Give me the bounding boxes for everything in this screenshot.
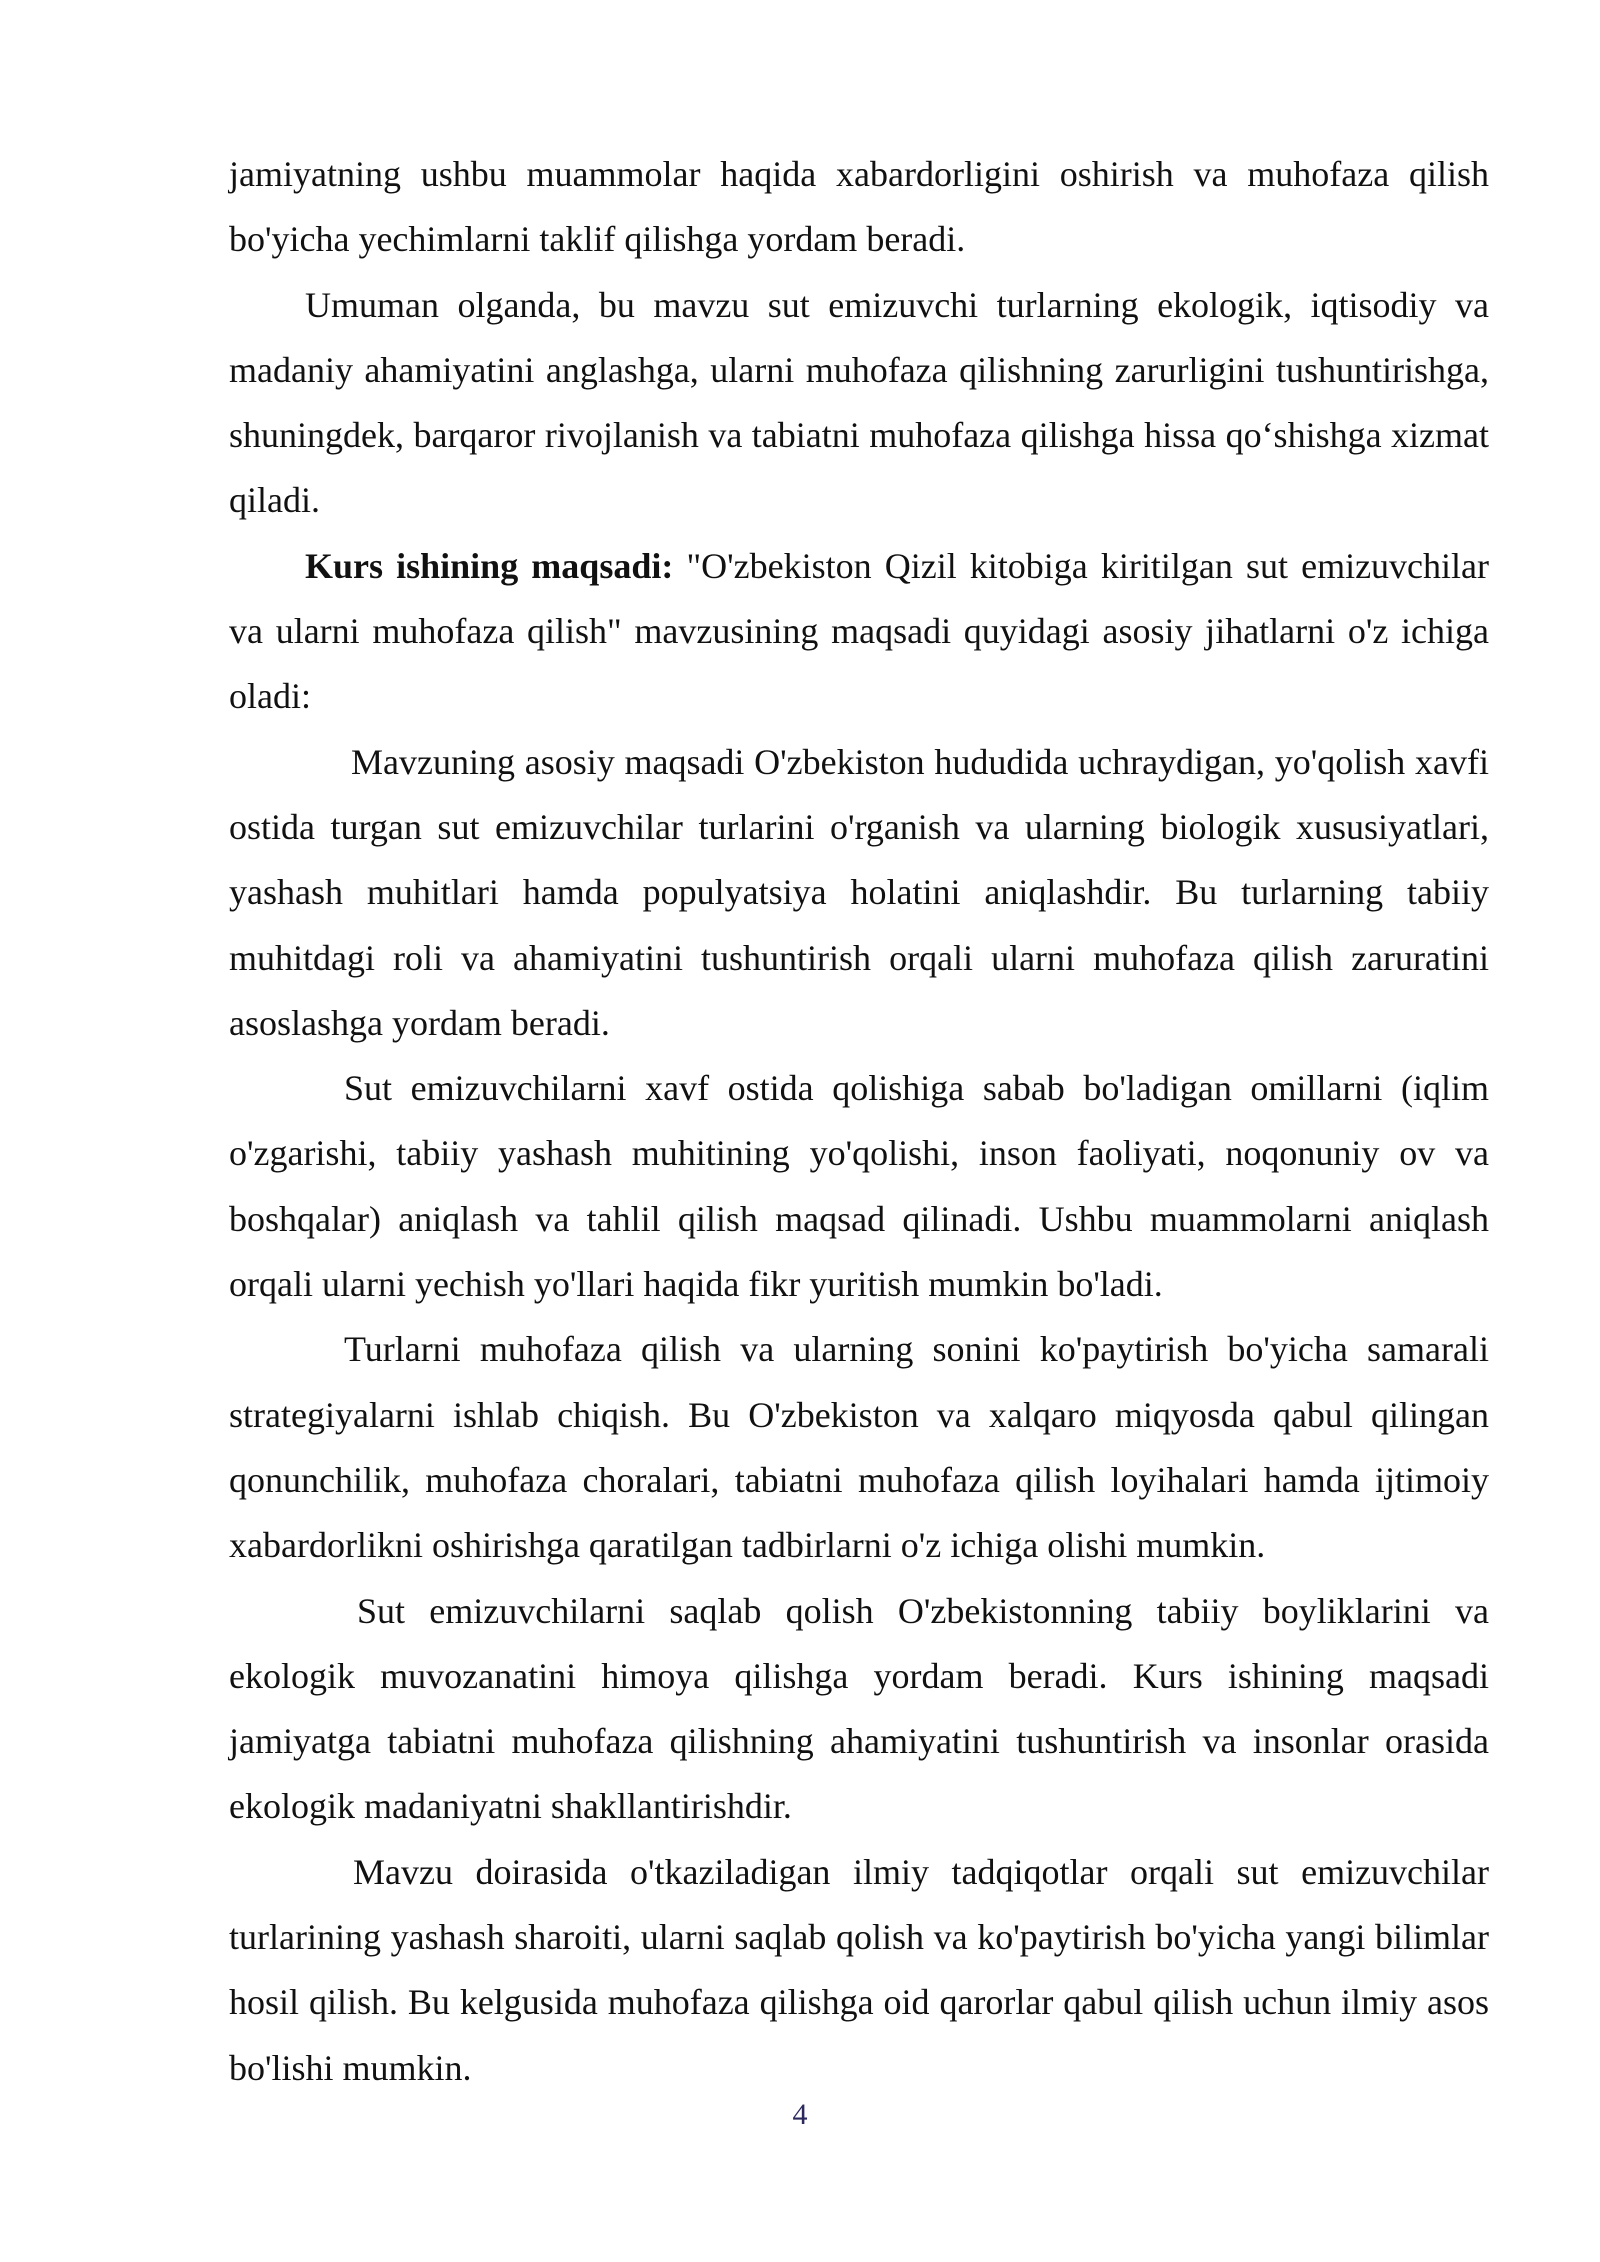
paragraph-continuation: jamiyatning ushbu muammolar haqida xabardorligini oshirish va muhofaza qilish bo'yicha yechimlarni taklif qilishga yordam beradi. bbox=[229, 154, 1489, 260]
paragraph-strategies: Turlarni muhofaza qilish va ularning sonini ko'paytirish bo'yicha samarali strategiyalarni ishlab chiqish. Bu O'zbekiston va xalqaro miqyosda qabul qilingan qonunchilik, muhofaza choralari, tabiatni muhofaza qilish loyihalari hamda ijtimoiy xabardorlikni oshirishga qaratilgan tadbirlarni o'z ichiga olishi mumkin. bbox=[229, 1329, 1489, 1566]
page-body bbox=[229, 142, 1489, 2101]
paragraph-research: Mavzu doirasida o'tkaziladigan ilmiy tadqiqotlar orqali sut emizuvchilar turlarining yashash sharoiti, ularni saqlab qolish va ko'paytirish bo'yicha yangi bilimlar hosil qilish. Bu kelgusida muhofaza qilishga oid qarorlar qabul qilish uchun ilmiy asos bo'lishi mumkin. bbox=[229, 1851, 1489, 2088]
page-number: 4 bbox=[792, 2098, 808, 2131]
course-goal-heading: Kurs ishining maqsadi: bbox=[305, 545, 674, 586]
paragraph-course-goal bbox=[229, 534, 1489, 730]
paragraph-threat-factors: Sut emizuvchilarni xavf ostida qolishiga sabab bo'ladigan omillarni (iqlim o'zgarishi, tabiiy yashash muhitining yo'qolishi, inson faoliyati, noqonuniy ov va boshqalar) aniqlash va tahlil qilish maqsad qilinadi. Ushbu muammolarni aniqlash orqali ularni yechish yo'llari haqida fikr yuritish mumkin bo'ladi. bbox=[229, 1068, 1489, 1305]
course-goal-text: "O'zbekiston Qizil kitobiga kiritilgan sut emizuvchilar va ularni muhofaza qilish" mavzusining maqsadi quyidagi asosiy jihatlarni o'z ichiga oladi: bbox=[229, 545, 1490, 717]
paragraph-preservation: Sut emizuvchilarni saqlab qolish O'zbekistonning tabiiy boyliklarini va ekologik muvozanatini himoya qilishga yordam beradi. Kurs ishining maqsadi jamiyatga tabiatni muhofaza qilishning ahamiyatini tushuntirish va insonlar orasida ekologik madaniyatni shakllantirishdir. bbox=[229, 1590, 1489, 1827]
paragraph-main-goal: Mavzuning asosiy maqsadi O'zbekiston hududida uchraydigan, yo'qolish xavfi ostida turgan sut emizuvchilar turlarini o'rganish va ularning biologik xususiyatlari, yashash muhitlari hamda populyatsiya holatini aniqlashdir. Bu turlarning tabiiy muhitdagi roli va ahamiyatini tushuntirish orqali ularni muhofaza qilish zaruratini asoslashga yordam beradi. bbox=[229, 741, 1489, 1043]
paragraph-summary: Umuman olganda, bu mavzu sut emizuvchi turlarning ekologik, iqtisodiy va madaniy ahamiyatini anglashga, ularni muhofaza qilishning zarurligini tushuntirishga, shuningdek, barqaror rivojlanish va tabiatni muhofaza qilishga hissa qo‘shishga xizmat qiladi. bbox=[229, 284, 1489, 521]
